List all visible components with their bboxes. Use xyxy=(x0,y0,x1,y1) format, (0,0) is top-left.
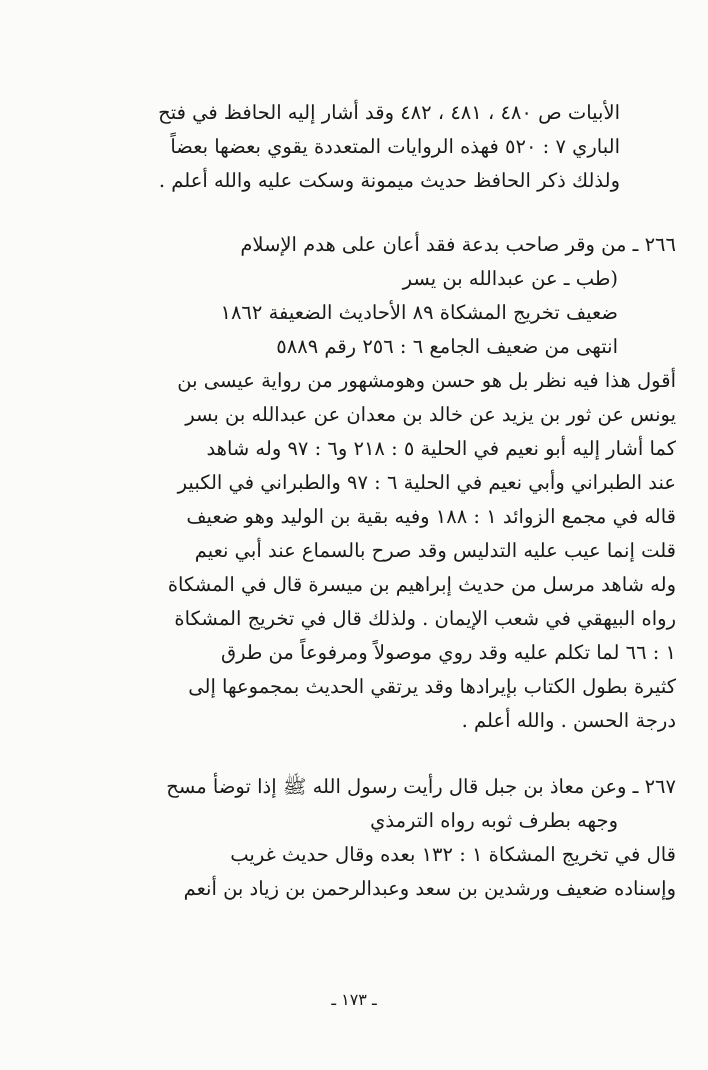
grade-row xyxy=(96,296,676,330)
takhrij-reference: تخريج المشكاة ٨٩ الأحاديث الضعيفة ١٨٦٢ xyxy=(220,301,560,324)
commentary-line: وإسناده ضعيف ورشدين بن سعد وعبدالرحمن بن زياد بن أنعم xyxy=(183,877,676,900)
commentary-line: كثيرة بطول الكتاب بإيرادها وقد يرتقي الحديث بمجموعها إلى xyxy=(188,675,676,698)
commentary-line: يونس عن ثور بن يزيد عن خالد بن معدان عن عبدالله بن بسر xyxy=(185,403,676,426)
commentary-line: رواه البيهقي في شعب الإيمان . ولذلك قال في تخريج المشكاة xyxy=(174,607,676,630)
commentary-line: وله شاهد مرسل من حديث إبراهيم بن ميسرة قال في المشكاة xyxy=(167,573,676,596)
hadith-heading xyxy=(96,228,676,262)
hadith-number: ٢٦٦ ـ xyxy=(632,233,676,256)
commentary-line: قاله في مجمع الزوائد ١ : ١٨٨ وفيه بقية بن الوليد وهو ضعيف xyxy=(186,505,676,528)
text-line: الباري ٧ : ٥٢٠ فهذه الروايات المتعددة يقوي بعضها بعضاً xyxy=(170,135,620,158)
hadith-text: من وقر صاحب بدعة فقد أعان على هدم الإسلام xyxy=(240,233,627,256)
hadith-source: (طب ـ عن عبدالله بن يسر xyxy=(402,267,618,290)
hadith-266 xyxy=(96,228,676,738)
hadith-number: ٢٦٧ ـ xyxy=(632,775,676,798)
text-line: ولذلك ذكر الحافظ حديث ميمونة وسكت عليه والله أعلم . xyxy=(158,169,620,192)
continuation-paragraph xyxy=(100,96,620,198)
commentary-line: عند الطبراني وأبي نعيم في الحلية ٦ : ٩٧ والطبراني في الكبير xyxy=(177,471,676,494)
page-number: ـ ١٧٣ ـ xyxy=(331,990,377,1009)
commentary-line: كما أشار إليه أبو نعيم في الحلية ٥ : ٢١٨ و٦ : ٩٧ وله شاهد xyxy=(206,437,676,460)
commentary-line: قلت إنما عيب عليه التدليس وقد صرح بالسماع عند أبي نعيم xyxy=(194,539,676,562)
hadith-grade: ضعيف xyxy=(565,301,618,324)
hadith-text: وعن معاذ بن جبل قال رأيت رسول الله ﷺ إذا توضأ مسح xyxy=(166,775,627,798)
hadith-heading xyxy=(96,770,676,804)
text-line: الأبيات ص ٤٨٠ ، ٤٨١ ، ٤٨٢ وقد أشار إليه الحافظ في فتح xyxy=(158,101,620,124)
source-end-note: انتهى من ضعيف الجامع ٦ : ٢٥٦ رقم ٥٨٨٩ xyxy=(276,335,618,358)
commentary-line: قال في تخريج المشكاة ١ : ١٣٢ بعده وقال حديث غريب xyxy=(230,843,676,866)
hadith-text-continued: وجهه بطرف ثوبه رواه الترمذي xyxy=(370,809,618,832)
hadith-267 xyxy=(96,770,676,906)
commentary-line: ١ : ٦٦ لما تكلم عليه وقد روي موصولاً ومرفوعاً من طرق xyxy=(220,641,676,664)
commentary-line: درجة الحسن . والله أعلم . xyxy=(461,709,676,732)
commentary-line: أقول هذا فيه نظر بل هو حسن وهومشهور من رواية عيسى بن xyxy=(177,369,676,392)
